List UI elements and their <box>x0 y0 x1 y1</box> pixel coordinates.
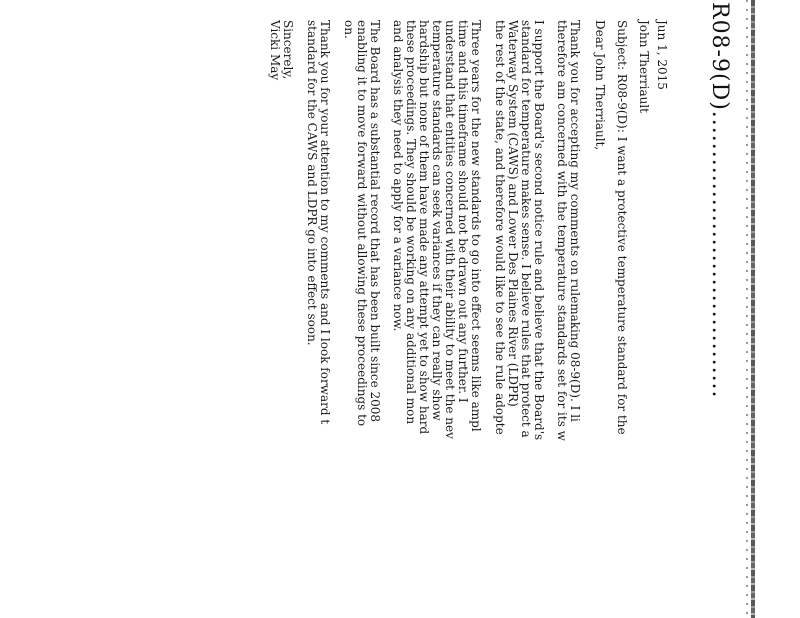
letter-closing: Sincerely, <box>281 20 295 80</box>
letter-recipient: John Therriault <box>637 20 651 113</box>
paragraph-3-line: and analysis they need to apply for a variance now. <box>391 20 405 332</box>
paragraph-4-line: enabling it to move forward without allowing these proceedings to <box>355 20 369 427</box>
letter-signature: Vicki May <box>268 20 282 81</box>
paragraph-2-line: the rest of the state, and therefore would like to see the rule adopte <box>493 20 507 435</box>
scan-edge-rule <box>751 0 755 618</box>
paragraph-4-line: on. <box>342 20 356 39</box>
paragraph-3-line: these proceedings. They should be working on any additional mon <box>404 20 418 425</box>
letter-salutation: Dear John Therriault, <box>593 20 607 151</box>
paragraph-2-line: standard for temperature makes sense. I believe rules that protect a <box>519 20 533 438</box>
paragraph-5-line: standard for the CAWS and LDPR go into effect soon. <box>305 20 319 346</box>
paragraph-3-line: temperature standards can seek variances if they can really show <box>430 20 444 421</box>
paragraph-1-line: therefore am concerned with the temperature standards set for its w <box>555 20 569 441</box>
scan-edge-rule-dots <box>746 0 748 618</box>
paragraph-2-line: I support the Board's second notice rule and believe that the Board's <box>532 20 546 441</box>
paragraph-3-line: understand that entities concerned with their ability to meet the nev <box>443 20 457 439</box>
paragraph-4-line: The Board has a substantial record that has been built since 2008 <box>368 20 382 423</box>
paragraph-1-line: Thank you for accepting my comments on rulemaking 08-9(D). I li <box>568 20 582 422</box>
letter-subject: Subject: R08-9(D): I want a protective temperature standard for the <box>615 20 629 435</box>
letter-date: Jun 1, 2015 <box>655 20 669 90</box>
paragraph-3-line: Three years for the new standards to go into effect seems like ampl <box>469 20 483 432</box>
paragraph-3-line: time and this timeframe should not be drawn out any further. I <box>456 20 470 403</box>
paragraph-5-line: Thank you for your attention to my comments and I look forward t <box>318 20 332 425</box>
docket-heading: R08-9(D).................................... <box>707 2 732 399</box>
paragraph-3-line: hardship but none of them have made any attempt yet to show hard <box>417 20 431 435</box>
paragraph-2-line: Waterway System (CAWS) and Lower Des Plaines River (LDPR) <box>506 20 520 407</box>
